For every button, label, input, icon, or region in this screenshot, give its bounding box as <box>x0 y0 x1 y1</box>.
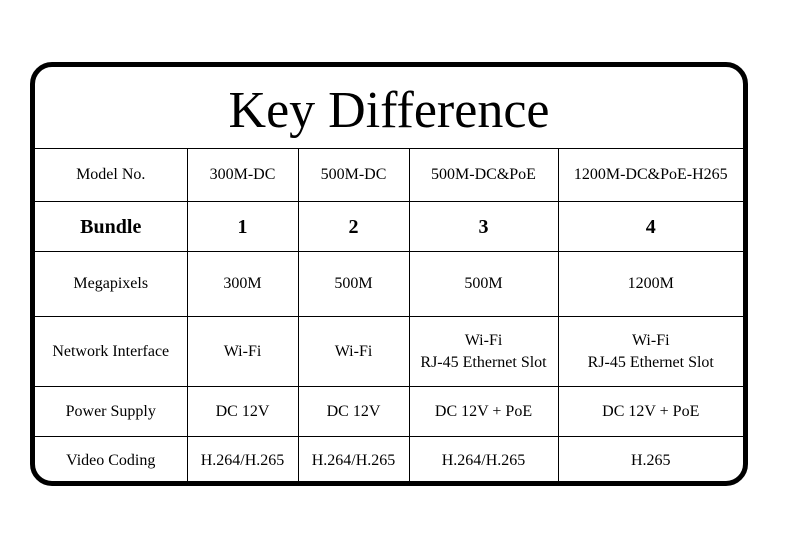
table-cell: H.264/H.265 <box>409 437 558 485</box>
cell-line: Wi-Fi <box>464 331 503 349</box>
table-cell <box>298 317 409 387</box>
table-cell: 1200M-DC&PoE-H265 <box>558 149 743 202</box>
table-cell: 500M <box>409 252 558 317</box>
table-row-video <box>35 437 743 485</box>
row-label-video: Video Coding <box>35 437 187 485</box>
comparison-card <box>30 62 748 486</box>
cell-line: RJ-45 Ethernet Slot <box>587 353 714 371</box>
cell-line: RJ-45 Ethernet Slot <box>420 353 547 371</box>
table-cell: 500M <box>298 252 409 317</box>
cell-line: Wi-Fi <box>334 342 373 360</box>
table-cell: 3 <box>409 202 558 252</box>
table-row-megapixels <box>35 252 743 317</box>
cell-line: Wi-Fi <box>631 331 670 349</box>
row-label-network: Network Interface <box>35 317 187 387</box>
table-cell: H.264/H.265 <box>298 437 409 485</box>
table-cell: 1 <box>187 202 298 252</box>
comparison-table <box>35 149 743 484</box>
table-cell: DC 12V + PoE <box>558 387 743 437</box>
row-label-bundle: Bundle <box>35 202 187 252</box>
table-row-network <box>35 317 743 387</box>
table-cell: 500M-DC&PoE <box>409 149 558 202</box>
table-cell: DC 12V <box>187 387 298 437</box>
page-title: Key Difference <box>35 67 743 149</box>
table-cell: H.264/H.265 <box>187 437 298 485</box>
table-cell: 300M <box>187 252 298 317</box>
table-row-model <box>35 149 743 202</box>
table-cell <box>409 317 558 387</box>
row-label-megapixels: Megapixels <box>35 252 187 317</box>
table-cell: 500M-DC <box>298 149 409 202</box>
row-label-power: Power Supply <box>35 387 187 437</box>
cell-line: Wi-Fi <box>223 342 262 360</box>
table-cell: 300M-DC <box>187 149 298 202</box>
row-label-model: Model No. <box>35 149 187 202</box>
table-row-bundle <box>35 202 743 252</box>
table-cell: 4 <box>558 202 743 252</box>
table-cell: 1200M <box>558 252 743 317</box>
table-cell <box>187 317 298 387</box>
table-cell: H.265 <box>630 451 671 469</box>
table-cell: 2 <box>298 202 409 252</box>
table-cell: DC 12V + PoE <box>409 387 558 437</box>
table-cell <box>558 317 743 387</box>
table-cell: DC 12V <box>298 387 409 437</box>
table-row-power <box>35 387 743 437</box>
